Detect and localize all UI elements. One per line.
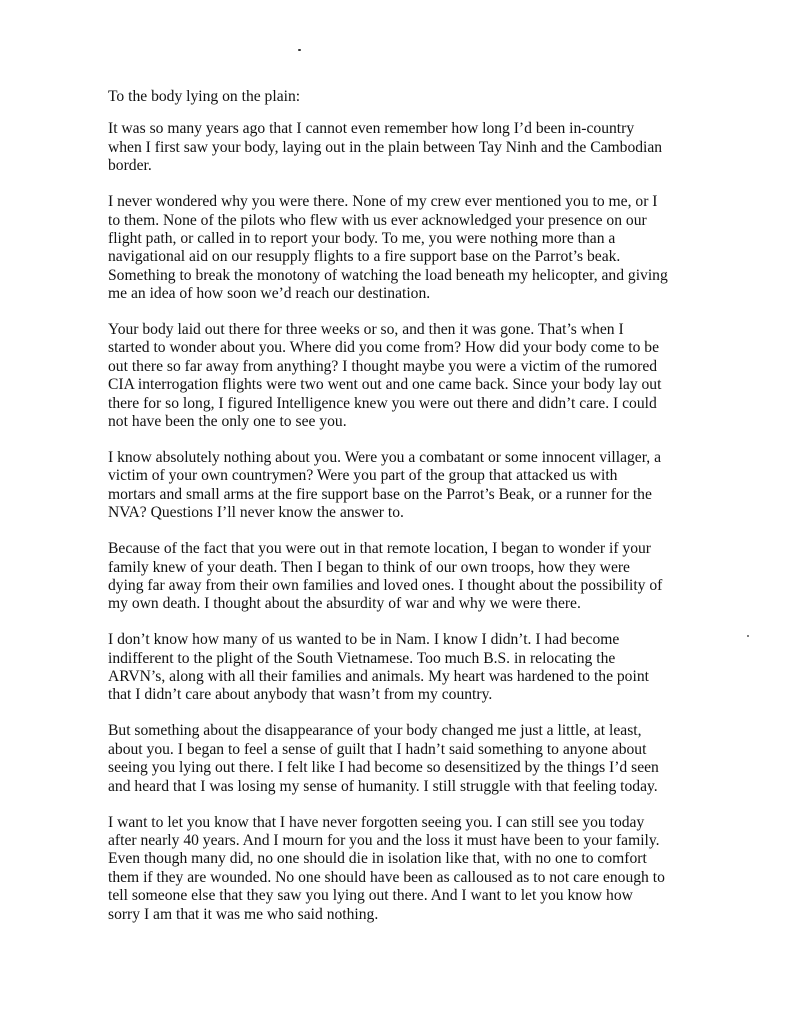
paragraph-line: Because of the fact that you were out in that remote location, I began to wonder if your — [108, 540, 651, 558]
paragraph-line: me an idea of how soon we’d reach our destination. — [108, 285, 431, 303]
paragraph-line: I don’t know how many of us wanted to be in Nam. I know I didn’t. I had become — [108, 631, 620, 649]
paragraph-line: I never wondered why you were there. None of my crew ever mentioned you to me, or I — [108, 193, 658, 211]
paragraph-line: ARVN’s, along with all their families and animals. My heart was hardened to the point — [108, 668, 649, 686]
paragraph-line: and heard that I was losing my sense of humanity. I still struggle with that feeling today. — [108, 777, 658, 795]
paragraph-line: Something to break the monotony of watching the load beneath my helicopter, and giving — [108, 266, 668, 284]
paragraph-line: But something about the disappearance of your body changed me just a little, at least, — [108, 722, 642, 740]
paragraph-1 — [108, 120, 708, 175]
scan-speck-mark — [298, 49, 301, 51]
paragraph-5 — [108, 540, 708, 614]
paragraph-3 — [108, 321, 708, 431]
paragraph-line: family knew of your death. Then I began to think of our own troops, how they were — [108, 558, 630, 576]
paragraph-line: Your body laid out there for three weeks or so, and then it was gone. That’s when I — [108, 321, 624, 339]
paragraph-line: dying far away from their own families and loved ones. I thought about the possibility of — [108, 576, 663, 594]
paragraph-line: tell someone else that they saw you lying out there. And I want to let you know how — [108, 887, 633, 905]
paragraph-line: Even though many did, no one should die in isolation like that, with no one to comfort — [108, 850, 647, 868]
paragraph-line: them if they are wounded. No one should have been as calloused as to not care enough to — [108, 868, 665, 886]
letter-body — [108, 88, 708, 941]
paragraph-line: to them. None of the pilots who flew with us ever acknowledged your presence on our — [108, 211, 647, 229]
paragraph-line: my own death. I thought about the absurdity of war and why we were there. — [108, 595, 581, 613]
paragraph-line: not have been the only one to see you. — [108, 413, 347, 431]
paragraph-line: CIA interrogation flights were two went out and one came back. Since your body lay out — [108, 376, 662, 394]
paragraph-8 — [108, 814, 708, 924]
paragraph-7 — [108, 722, 708, 796]
paragraph-6 — [108, 631, 708, 705]
paragraph-line: I know absolutely nothing about you. Were you a combatant or some innocent villager, a — [108, 449, 662, 466]
paragraph-line: seeing you lying out there. I felt like I had become so desensitized by the things I’d seen — [108, 759, 659, 777]
paragraph-4 — [108, 449, 708, 523]
scan-speck-mark — [747, 635, 749, 637]
paragraph-line: there for so long, I figured Intelligence knew you were out there and didn’t care. I could — [108, 394, 657, 412]
paragraph-line: I want to let you know that I have never forgotten seeing you. I can still see you today — [108, 813, 645, 831]
paragraph-line: sorry I am that it was me who said nothing. — [108, 905, 379, 923]
paragraph-line: NVA? Questions I’ll never know the answer to. — [108, 504, 404, 522]
paragraph-line: flight path, or called in to report your body. To me, you were nothing more than a — [108, 229, 616, 247]
paragraph-line: indifferent to the plight of the South Vietnamese. Too much B.S. in relocating the — [108, 649, 616, 667]
paragraph-line: navigational aid on our resupply flights to a fire support base on the Parrot’s beak. — [108, 248, 621, 266]
paragraph-line: out there so far away from anything? I thought maybe you were a victim of the rumored — [108, 357, 658, 375]
paragraph-line: about you. I began to feel a sense of guilt that I hadn’t said something to anyone about — [108, 740, 647, 758]
paragraph-line: victim of your own countrymen? Were you part of the group that attacked us with — [108, 467, 618, 485]
paragraph-line: mortars and small arms at the fire support base on the Parrot’s Beak, or a runner for the — [108, 485, 652, 503]
paragraph-line: when I first saw your body, laying out in the plain between Tay Ninh and the Cambodian — [108, 138, 663, 156]
paragraph-2 — [108, 193, 708, 303]
paragraph-line: after nearly 40 years. And I mourn for you and the loss it must have been to your family. — [108, 831, 660, 849]
paragraph-line: It was so many years ago that I cannot even remember how long I’d been in-country — [108, 120, 635, 138]
paragraph-line: started to wonder about you. Where did you come from? How did your body come to be — [108, 339, 659, 357]
paragraph-line: border. — [108, 157, 152, 175]
letter-salutation: To the body lying on the plain: — [108, 88, 301, 105]
paragraph-line: that I didn’t care about anybody that wasn’t from my country. — [108, 686, 493, 704]
